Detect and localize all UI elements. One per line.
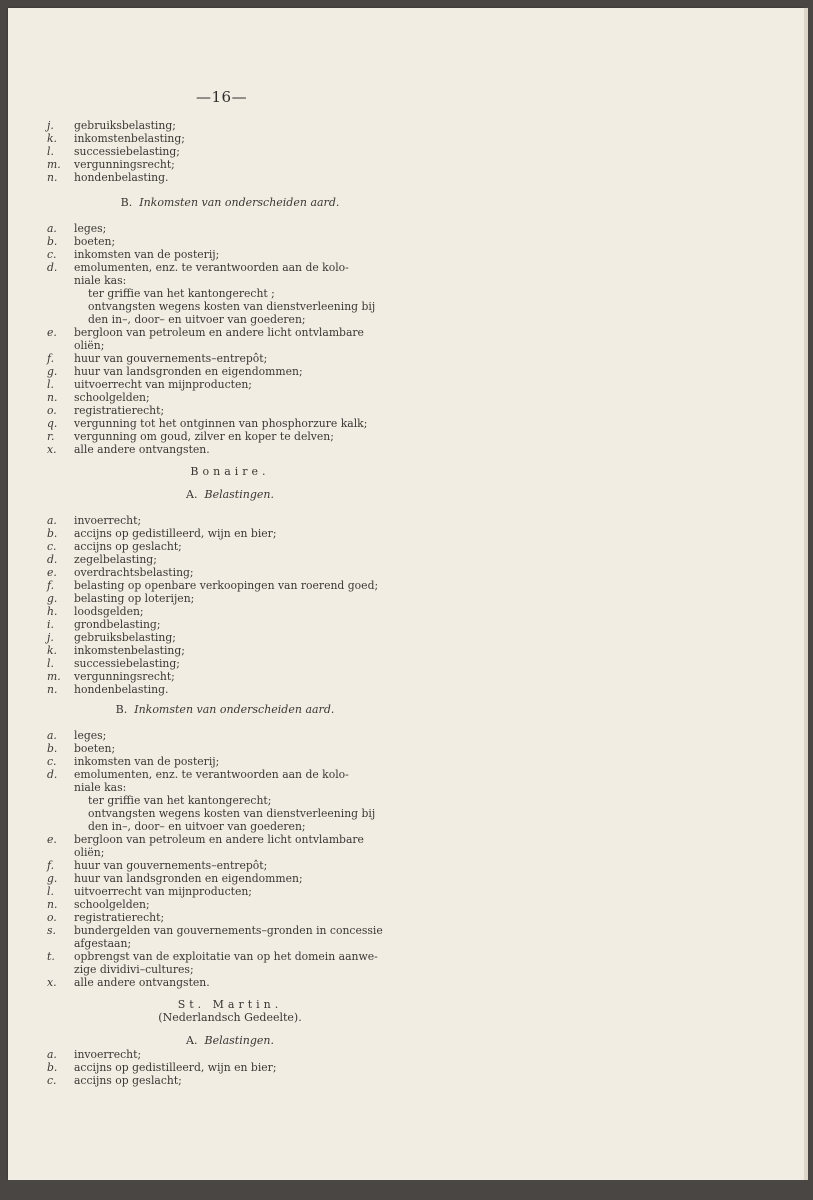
list-item: s. bundergelden van gouvernements–gronden in concessie <box>47 924 383 937</box>
list-item: f. huur van gouvernements–entrepôt; <box>47 859 268 872</box>
list-item: c. inkomsten van de posterij; <box>47 248 220 261</box>
section-heading: A. Belastingen. <box>186 1034 274 1047</box>
list-item: o. registratierecht; <box>47 911 165 924</box>
list-item: k. inkomstenbelasting; <box>47 644 185 657</box>
list-item: l. successiebelasting; <box>47 657 180 670</box>
list-item: r. vergunning om goud, zilver en koper te delven; <box>47 430 334 443</box>
list-item: c. accijns op geslacht; <box>47 540 182 553</box>
list-item-continuation: ontvangsten wegens kosten van dienstverleening bij <box>88 300 376 313</box>
list-item: g. huur van landsgronden en eigendommen; <box>47 365 303 378</box>
list-item: x. alle andere ontvangsten. <box>47 976 210 989</box>
island-heading: Bonaire. <box>190 465 270 478</box>
list-item: f. belasting op openbare verkoopingen van roerend goed; <box>47 579 379 592</box>
list-item-continuation: zige dividivi–cultures; <box>74 963 194 976</box>
scan-background <box>0 1180 813 1200</box>
list-item: m. vergunningsrecht; <box>47 158 175 171</box>
list-item: d. emolumenten, enz. te verantwoorden aan de kolo- <box>47 261 349 274</box>
list-item: n. schoolgelden; <box>47 391 150 404</box>
list-item-continuation: ter griffie van het kantongerecht ; <box>88 287 275 300</box>
list-item: b. accijns op gedistilleerd, wijn en bier; <box>47 1061 277 1074</box>
island-heading: St. Martin. <box>177 998 283 1011</box>
list-item: c. inkomsten van de posterij; <box>47 755 220 768</box>
list-item-continuation: niale kas: <box>74 274 127 287</box>
section-heading: B. Inkomsten van onderscheiden aard. <box>120 196 340 209</box>
list-item: l. uitvoerrecht van mijnproducten; <box>47 885 252 898</box>
section-heading: A. Belastingen. <box>186 488 274 501</box>
list-item: b. accijns op gedistilleerd, wijn en bier; <box>47 527 277 540</box>
list-item: i. grondbelasting; <box>47 618 161 631</box>
list-item: q. vergunning tot het ontginnen van phosphorzure kalk; <box>47 417 368 430</box>
list-item: d. zegelbelasting; <box>47 553 157 566</box>
list-item: h. loodsgelden; <box>47 605 144 618</box>
island-subheading: (Nederlandsch Gedeelte). <box>158 1011 302 1024</box>
list-item: b. boeten; <box>47 235 116 248</box>
list-item: k. inkomstenbelasting; <box>47 132 185 145</box>
list-item: e. overdrachtsbelasting; <box>47 566 194 579</box>
list-item-continuation: ter griffie van het kantongerecht; <box>88 794 272 807</box>
list-item: n. hondenbelasting. <box>47 171 169 184</box>
list-item-continuation: oliën; <box>74 846 105 859</box>
list-item: a. leges; <box>47 222 107 235</box>
list-item: e. bergloon van petroleum en andere licht ontvlambare <box>47 833 364 846</box>
list-item: b. boeten; <box>47 742 116 755</box>
list-item: m. vergunningsrecht; <box>47 670 175 683</box>
list-item-continuation: den in–, door– en uitvoer van goederen; <box>88 820 306 833</box>
page-number: —16— <box>196 88 248 106</box>
list-item-continuation: ontvangsten wegens kosten van dienstverleening bij <box>88 807 376 820</box>
list-item: a. leges; <box>47 729 107 742</box>
list-item-continuation: niale kas: <box>74 781 127 794</box>
list-item: o. registratierecht; <box>47 404 165 417</box>
page-edge <box>804 8 808 1180</box>
section-heading: B. Inkomsten van onderscheiden aard. <box>115 703 335 716</box>
list-item: f. huur van gouvernements–entrepôt; <box>47 352 268 365</box>
list-item: d. emolumenten, enz. te verantwoorden aan de kolo- <box>47 768 349 781</box>
list-item: g. belasting op loterijen; <box>47 592 195 605</box>
list-item: x. alle andere ontvangsten. <box>47 443 210 456</box>
list-item: a. invoerrecht; <box>47 514 142 527</box>
list-item: g. huur van landsgronden en eigendommen; <box>47 872 303 885</box>
list-item: n. hondenbelasting. <box>47 683 169 696</box>
list-item: c. accijns op geslacht; <box>47 1074 182 1087</box>
list-item: n. schoolgelden; <box>47 898 150 911</box>
list-item-continuation: oliën; <box>74 339 105 352</box>
list-item: a. invoerrecht; <box>47 1048 142 1061</box>
list-item: e. bergloon van petroleum en andere licht ontvlambare <box>47 326 364 339</box>
list-item-continuation: afgestaan; <box>74 937 132 950</box>
list-item: j. gebruiksbelasting; <box>47 631 176 644</box>
list-item-continuation: den in–, door– en uitvoer van goederen; <box>88 313 306 326</box>
list-item: l. successiebelasting; <box>47 145 180 158</box>
list-item: j. gebruiksbelasting; <box>47 119 176 132</box>
list-item: t. opbrengst van de exploitatie van op het domein aanwe- <box>47 950 378 963</box>
list-item: l. uitvoerrecht van mijnproducten; <box>47 378 252 391</box>
